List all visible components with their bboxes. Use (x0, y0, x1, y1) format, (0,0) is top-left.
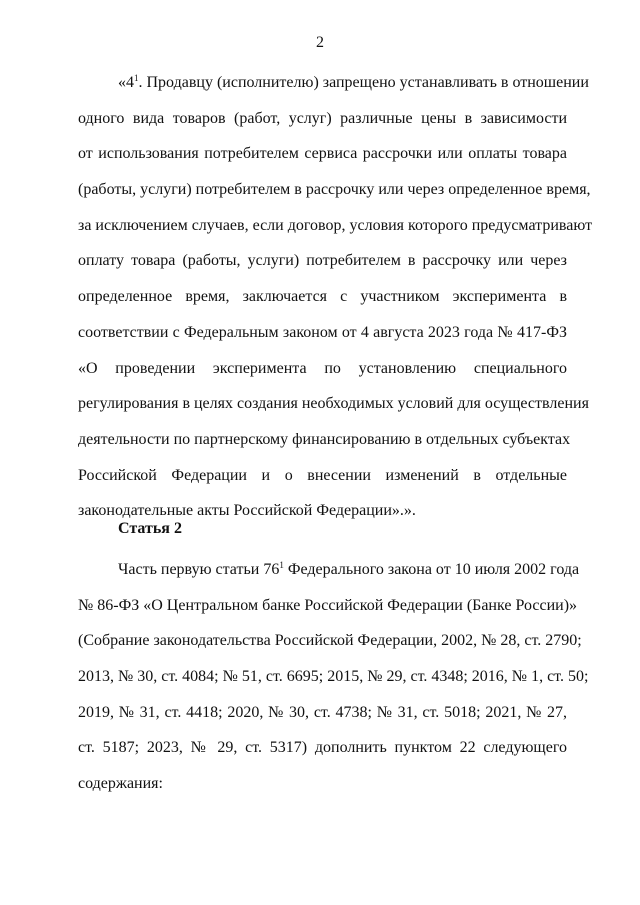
paragraph-line (78, 560, 580, 596)
paragraph-line: деятельности по партнерскому финансированию в отдельных субъектах (78, 430, 571, 448)
paragraph-line: определенное время, заключается с участником эксперимента в (78, 288, 567, 306)
clause-number: «4 (118, 74, 134, 91)
paragraph-line (78, 73, 589, 109)
lead-text-before: Часть первую статьи 76 (118, 561, 280, 578)
paragraph-line: регулирования в целях создания необходимых условий для осуществления (78, 395, 589, 413)
paragraph-line: ст. 5187; 2023, № 29, ст. 5317) дополнить пунктом 22 следующего (78, 739, 567, 757)
paragraph-line: «О проведении эксперимента по установлению специального (78, 359, 567, 377)
paragraph-line: (работы, услуги) потребителем в рассрочку или через определенное время, (78, 181, 591, 199)
paragraph-line: Российской Федерации и о внесении изменений в отдельные (78, 466, 567, 484)
article-heading-block (78, 519, 567, 555)
paragraph-last-line: содержания: (78, 775, 163, 793)
article-heading: Статья 2 (118, 520, 182, 537)
paragraph-line: за исключением случаев, если договор, условия которого предусматривают (78, 216, 593, 234)
paragraph-last-line: законодательные акты Российской Федерации».». (78, 502, 416, 520)
paragraph-line: от использования потребителем сервиса рассрочки или оплаты товара (78, 145, 567, 163)
paragraph-line: оплату товара (работы, услуги) потребителем в рассрочку или через (78, 252, 567, 270)
article-2-paragraph (78, 560, 589, 810)
article-superscript: 1 (279, 560, 284, 570)
paragraph-line: 2013, № 30, ст. 4084; № 51, ст. 6695; 2015, № 29, ст. 4348; 2016, № 1, ст. 50; (78, 668, 589, 686)
clause-text: . Продавцу (исполнителю) запрещено устанавливать в отношении (138, 74, 589, 91)
paragraph-line: соответствии с Федеральным законом от 4 августа 2023 года № 417-ФЗ (78, 323, 567, 341)
paragraph-line: 2019, № 31, ст. 4418; 2020, № 30, ст. 4738; № 31, ст. 5018; 2021, № 27, (78, 703, 567, 721)
amendment-paragraph-4-1 (78, 73, 593, 537)
paragraph-line: одного вида товаров (работ, услуг) различные цены в зависимости (78, 109, 567, 127)
clause-superscript: 1 (134, 73, 139, 83)
lead-text-after: Федерального закона от 10 июля 2002 года (283, 561, 580, 578)
paragraph-line: (Собрание законодательства Российской Федерации, 2002, № 28, ст. 2790; (78, 632, 582, 650)
paragraph-line: № 86-ФЗ «О Центральном банке Российской Федерации (Банке России)» (78, 596, 578, 614)
page-number: 2 (316, 34, 324, 51)
